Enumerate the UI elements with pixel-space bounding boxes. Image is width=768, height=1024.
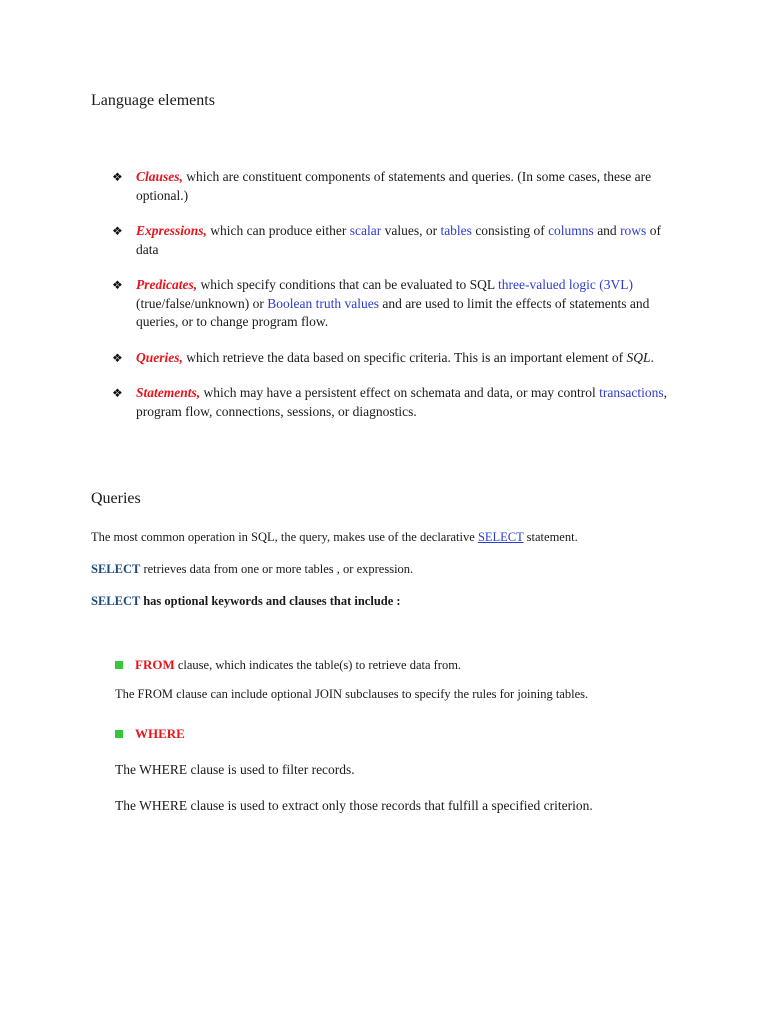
list-item-expressions xyxy=(112,222,682,259)
expressions-text-2: values, or xyxy=(381,223,441,238)
link-boolean-truth-values[interactable]: Boolean truth values xyxy=(267,295,379,311)
from-description: clause, which indicates the table(s) to retrieve data from. xyxy=(174,658,462,672)
diamond-bullet-icon: ❖ xyxy=(112,224,123,238)
p1-text-a: The most common operation in SQL, the query, makes use of the declarative xyxy=(91,530,478,544)
statements-text-1: which may have a persistent effect on schemata and data, or may control xyxy=(200,385,600,400)
clauses-description: which are constituent components of statements and queries. (In some cases, these are optional.) xyxy=(136,169,652,203)
p1-text-b: statement. xyxy=(523,530,578,544)
expressions-text-4: and xyxy=(593,223,621,238)
link-three-valued-logic[interactable]: three-valued logic (3VL) xyxy=(498,277,633,292)
p3-text: has optional keywords and clauses that include : xyxy=(140,594,401,608)
statements-text-2: , program flow, connections, sessions, or diagnostics. xyxy=(136,385,667,419)
link-transactions[interactable]: transactions xyxy=(599,385,664,400)
link-tables[interactable]: tables xyxy=(440,223,472,238)
list-item-predicates xyxy=(112,276,682,332)
link-select[interactable]: SELECT xyxy=(477,530,524,544)
keyword-select: SELECT xyxy=(91,562,141,576)
predicates-text-1: which specify conditions that can be evaluated to SQL xyxy=(197,277,499,292)
p2-text: retrieves data from one or more tables , or expression. xyxy=(140,562,414,576)
queries-text-2: . xyxy=(650,349,654,365)
sql-italic: SQL xyxy=(626,349,651,365)
where-note-filter: The WHERE clause is used to filter records. xyxy=(115,762,355,777)
queries-text-1: which retrieve the data based on specific criteria. This is an important element of xyxy=(182,349,627,365)
term-predicates: Predicates, xyxy=(136,277,198,292)
paragraph-select-optional xyxy=(91,593,401,609)
list-item-statements xyxy=(112,384,682,421)
term-expressions: Expressions, xyxy=(136,223,207,238)
sub-item-where xyxy=(115,726,185,742)
keyword-from: FROM xyxy=(135,657,175,672)
predicates-text-2: (true/false/unknown) or xyxy=(136,295,268,311)
term-statements: Statements, xyxy=(136,385,201,400)
expressions-text-1: which can produce either xyxy=(206,223,350,238)
green-square-icon xyxy=(115,661,123,669)
sub-item-from xyxy=(115,657,461,673)
from-note: The FROM clause can include optional JOIN subclauses to specify the rules for joining tables. xyxy=(115,687,589,701)
expressions-text-3: consisting of xyxy=(471,223,549,238)
section-heading-language-elements: Language elements xyxy=(91,92,215,109)
keyword-where: WHERE xyxy=(135,726,185,741)
diamond-bullet-icon: ❖ xyxy=(112,278,123,292)
list-item-clauses xyxy=(112,168,682,205)
where-note-extract: The WHERE clause is used to extract only those records that fulfill a specified criterion. xyxy=(115,798,593,813)
predicates-text-3: and are used to limit the effects of statements and queries, or to change program flow. xyxy=(136,295,650,329)
link-columns[interactable]: columns xyxy=(548,223,594,238)
keyword-select: SELECT xyxy=(91,594,141,608)
link-scalar[interactable]: scalar xyxy=(349,223,382,238)
term-clauses: Clauses, xyxy=(136,169,183,184)
link-rows[interactable]: rows xyxy=(620,223,647,238)
diamond-bullet-icon: ❖ xyxy=(112,170,123,184)
section-heading-queries: Queries xyxy=(91,490,141,507)
diamond-bullet-icon: ❖ xyxy=(112,386,123,400)
language-elements-list xyxy=(112,168,682,438)
paragraph-select-retrieves xyxy=(91,561,413,577)
term-queries: Queries, xyxy=(136,349,183,365)
list-item-queries xyxy=(112,349,682,368)
green-square-icon xyxy=(115,730,123,738)
diamond-bullet-icon: ❖ xyxy=(112,350,123,365)
paragraph-common-operation xyxy=(91,529,578,545)
expressions-text-5: of data xyxy=(136,223,661,257)
